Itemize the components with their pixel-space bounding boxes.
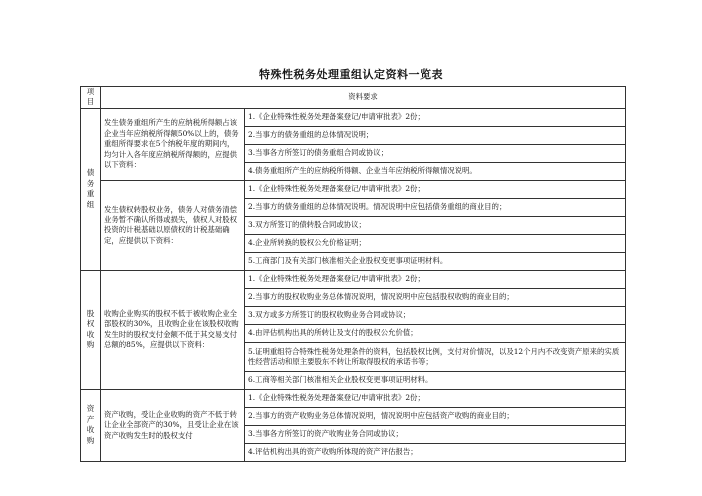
requirement-item: 1.《企业特殊性税务处理备案登记/申请审批表》2份； xyxy=(245,108,626,126)
condition-cell: 发生债权转股权业务，债务人对债务清偿业务暂不确认所得或损失，债权人对股权投资的计税基础以原债权的计税基础确定，应提供以下资料： xyxy=(101,180,245,270)
header-materials: 资料要求 xyxy=(101,87,626,109)
page-title: 特殊性税务处理重组认定资料一览表 xyxy=(259,68,443,81)
materials-table xyxy=(80,86,626,462)
condition-cell: 收购企业购买的股权不低于被收购企业全部股权的30%，且收购企业在该股权收购发生时的股权支付金额不低于其交易支付总额的85%，应提供以下资料： xyxy=(101,270,245,389)
requirement-item: 3.当事各方所签订的资产收购业务合同或协议； xyxy=(245,425,626,443)
requirement-item: 1.《企业特殊性税务处理备案登记/申请审批表》2份； xyxy=(245,270,626,288)
requirement-item: 1.《企业特殊性税务处理备案登记/申请审批表》2份； xyxy=(245,180,626,198)
table-row xyxy=(81,108,626,126)
requirement-item: 2.当事方的债务重组的总体情况说明； xyxy=(245,126,626,144)
category-equity-acquisition: 股权收购 xyxy=(81,270,101,389)
category-debt-restructuring: 债务重组 xyxy=(81,108,101,270)
table-row xyxy=(81,270,626,288)
requirement-item: 4.评估机构出具的资产收购所体现的资产评估报告； xyxy=(245,443,626,461)
requirement-item: 2.当事方的股权收购业务总体情况说明，情况说明中应包括股权收购的商业目的； xyxy=(245,288,626,306)
requirement-item: 4.企业所转换的股权公允价格证明； xyxy=(245,234,626,252)
category-asset-acquisition: 资产收购 xyxy=(81,389,101,461)
requirement-item: 2.当事方的资产收购业务总体情况说明，情况说明中应包括资产收购的商业目的； xyxy=(245,407,626,425)
requirement-item: 2.当事方的债务重组的总体情况说明。情况说明中应包括债务重组的商业目的； xyxy=(245,198,626,216)
requirement-item: 4.由评估机构出具的所转让及支付的股权公允价值； xyxy=(245,324,626,342)
header-row xyxy=(81,87,626,109)
requirement-item: 4.债务重组所产生的应纳税所得额、企业当年应纳税所得额情况说明。 xyxy=(245,162,626,180)
condition-cell: 资产收购，受让企业收购的资产不低于转让企业全部资产的30%，且受让企业在该资产收购发生时的股权支付 xyxy=(101,389,245,461)
table-row xyxy=(81,180,626,198)
requirement-item: 5.证明重组符合特殊性税务处理条件的资料，包括股权比例，支付对价情况，以及12个月内不改变资产原来的实质性经营活动和原主要股东不转让所取得股权的承诺书等； xyxy=(245,342,626,371)
table-row xyxy=(81,389,626,407)
requirement-item: 3.双方或多方所签订的股权收购业务合同或协议； xyxy=(245,306,626,324)
requirement-item: 3.当事各方所签订的债务重组合同或协议； xyxy=(245,144,626,162)
requirement-item: 6.工商等相关部门核准相关企业股权变更事项证明材料。 xyxy=(245,371,626,389)
requirement-item: 5.工商部门及有关部门核准相关企业股权变更事项证明材料。 xyxy=(245,252,626,270)
condition-cell: 发生债务重组所产生的应纳税所得额占该企业当年应纳税所得额50%以上的，债务重组所得要求在5个纳税年度的期间内，均匀计入各年度应纳税所得额的，应提供以下资料： xyxy=(101,108,245,180)
requirement-item: 1.《企业特殊性税务处理备案登记/申请审批表》2份； xyxy=(245,389,626,407)
requirement-item: 3.双方所签订的债转股合同或协议； xyxy=(245,216,626,234)
header-project: 项目 xyxy=(81,87,101,109)
